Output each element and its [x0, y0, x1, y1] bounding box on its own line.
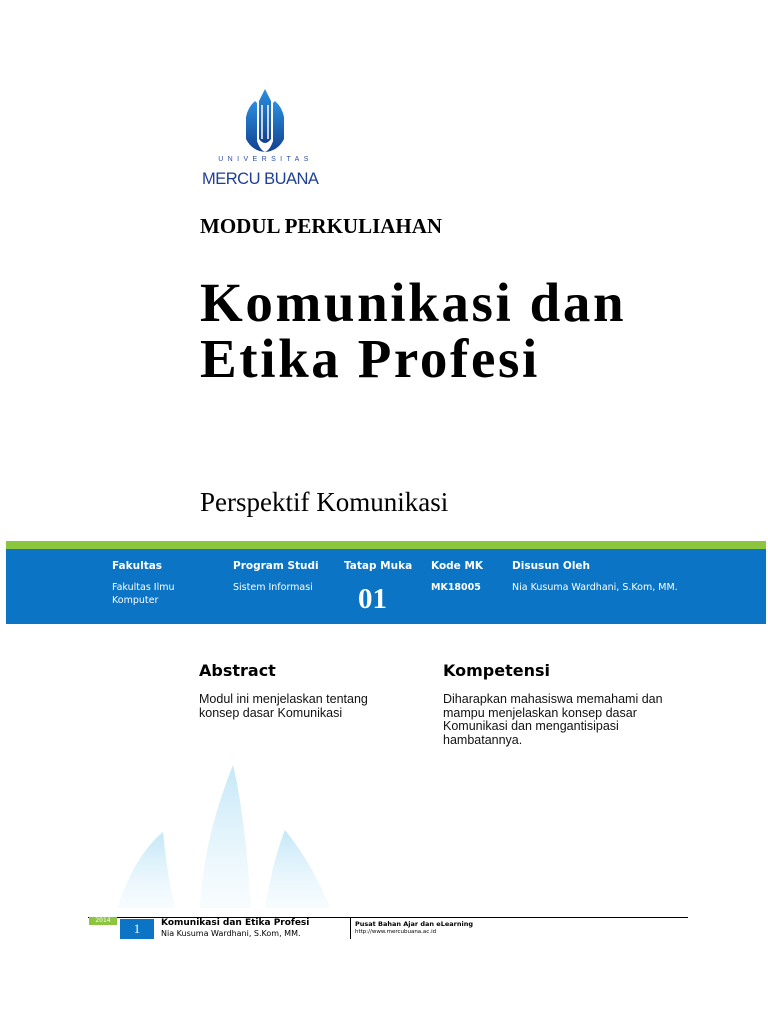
kompetensi-heading: Kompetensi	[443, 661, 550, 680]
fakultas-label: Fakultas	[112, 560, 163, 572]
tatap-muka-value: 01	[358, 583, 387, 615]
footer-author: Nia Kusuma Wardhani, S.Kom, MM.	[161, 929, 301, 938]
kompetensi-text: Diharapkan mahasiswa memahami dan mampu menjelaskan konsep dasar Komunikasi dan mengantisipasi hambatannya.	[443, 692, 663, 747]
footer-url-link[interactable]: http://www.mercubuana.ac.id	[355, 929, 437, 935]
fakultas-value: Fakultas Ilmu Komputer	[112, 582, 175, 606]
footer-center-name: Pusat Bahan Ajar dan eLearning	[355, 920, 473, 928]
program-studi-label: Program Studi	[233, 560, 319, 572]
program-studi-value: Sistem Informasi	[233, 582, 313, 593]
course-title: Komunikasi dan Etika Profesi	[200, 272, 627, 389]
disusun-oleh-label: Disusun Oleh	[512, 560, 591, 572]
tatap-muka-label: Tatap Muka	[344, 560, 413, 572]
footer-page-number: 1	[120, 919, 154, 939]
mercu-buana-tower-icon	[240, 87, 290, 157]
document-type: MODUL PERKULIAHAN	[200, 214, 443, 238]
abstract-heading: Abstract	[199, 661, 276, 680]
university-logo	[198, 87, 333, 192]
footer-divider	[350, 918, 351, 939]
module-subtitle: Perspektif Komunikasi	[200, 487, 449, 517]
kode-mk-label: Kode MK	[431, 560, 484, 572]
course-info-band	[6, 549, 766, 624]
kode-mk-value: MK18005	[431, 582, 481, 593]
footer-course-title: Komunikasi dan Etika Profesi	[161, 918, 310, 928]
footer-year: 2014	[89, 917, 117, 925]
logo-university-label: UNIVERSITAS	[218, 156, 313, 163]
accent-bar	[6, 541, 766, 549]
abstract-text: Modul ini menjelaskan tentang konsep dasar Komunikasi	[199, 692, 368, 720]
disusun-oleh-value: Nia Kusuma Wardhani, S.Kom, MM.	[512, 582, 678, 593]
logo-university-name: MERCU BUANA	[202, 170, 319, 188]
logo-watermark-icon	[105, 760, 345, 910]
